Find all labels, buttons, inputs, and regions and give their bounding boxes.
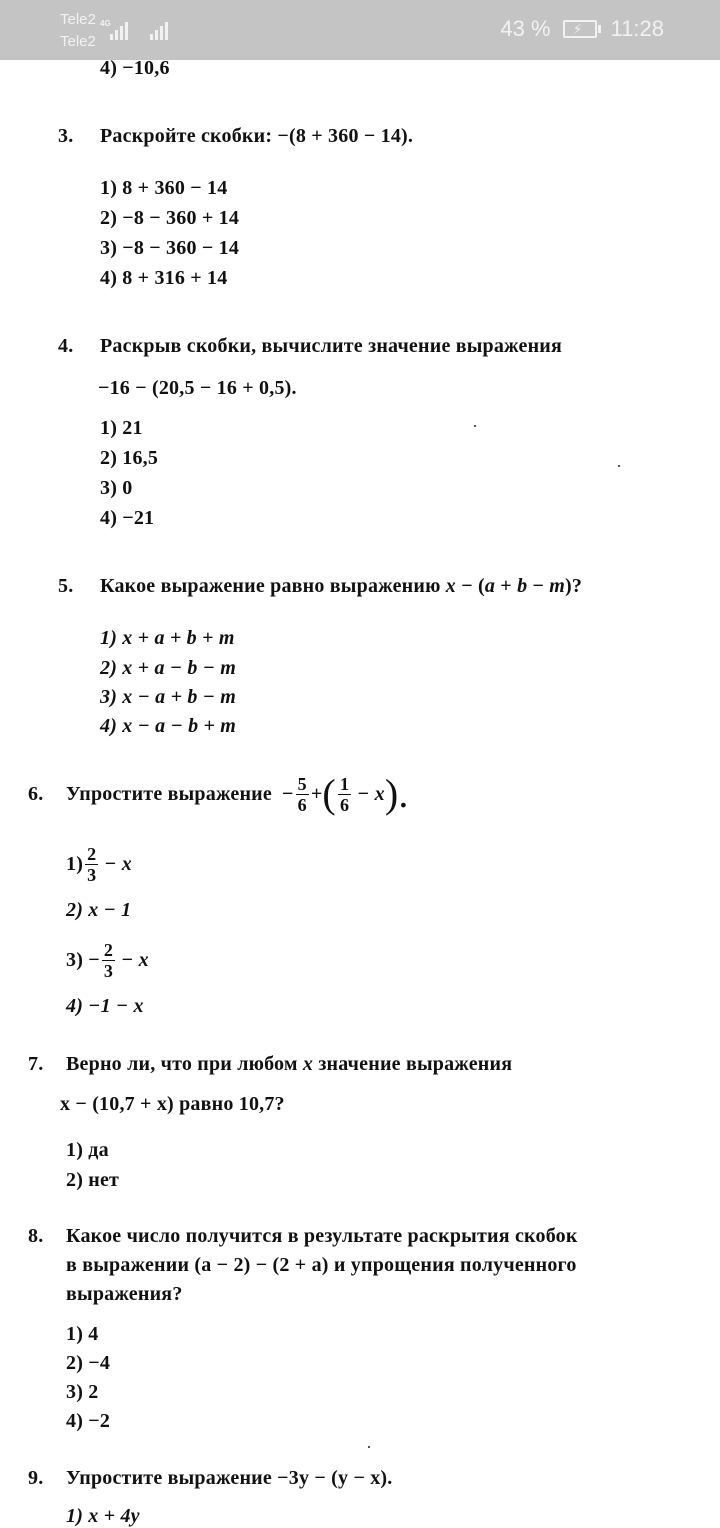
battery-percent: 43 %	[500, 16, 551, 41]
fraction	[85, 844, 98, 885]
scan-speck	[474, 425, 476, 427]
answer-option: 3) x − a + b − m	[100, 686, 237, 708]
expr-part: +	[495, 575, 518, 597]
question-expression: x − (10,7 + x) равно 10,7?	[60, 1093, 285, 1115]
status-right	[500, 16, 664, 42]
fraction-denominator: 6	[339, 794, 350, 815]
answer-option: 3) 2	[66, 1381, 99, 1403]
question-text: Раскрыв скобки, вычислите значение выражения	[100, 335, 563, 357]
expr-part: − x	[121, 949, 149, 971]
network-type: 4G	[100, 19, 111, 28]
expr-part: − (	[456, 575, 485, 597]
signal-icon	[150, 20, 174, 40]
question-number: 3.	[58, 125, 74, 147]
expr-part: − x	[357, 783, 385, 805]
answer-option: 2) −4	[66, 1352, 111, 1374]
battery-icon: ⚡	[563, 20, 597, 38]
answer-option: 3) −8 − 360 − 14	[100, 237, 240, 259]
question-text-main: значение выражения	[318, 1053, 513, 1075]
question-number: 9.	[28, 1467, 44, 1489]
signal-icon	[110, 20, 134, 40]
clock: 11:28	[610, 16, 664, 41]
question-number: 7.	[28, 1053, 44, 1075]
minus-sign: −	[282, 783, 294, 805]
fraction-numerator: 1	[339, 773, 350, 794]
var-a: a	[484, 575, 496, 597]
carrier-label: Tele2	[60, 33, 96, 50]
plus-sign: +	[310, 783, 323, 805]
fraction	[338, 774, 351, 815]
answer-option: 2) x − 1	[66, 899, 132, 921]
var-x: x	[445, 575, 456, 597]
fraction-denominator: 3	[103, 960, 114, 981]
answer-option: 2) x + a − b − m	[100, 657, 237, 679]
answer-option: 3) 0	[100, 477, 133, 499]
question-text	[100, 574, 582, 598]
fraction-numerator: 2	[103, 939, 114, 960]
expr-part: − x	[104, 853, 132, 875]
fraction-denominator: 3	[87, 864, 97, 885]
question-text: Раскройте скобки: −(8 + 360 − 14).	[100, 125, 414, 147]
question-text: Упростите выражение −3y − (y − x).	[66, 1467, 393, 1489]
answer-option: 1) x + 4y	[66, 1505, 140, 1527]
var-x: x	[302, 1053, 314, 1075]
right-paren: ).	[384, 771, 409, 816]
expr-part: )?	[565, 575, 583, 597]
question-number: 6.	[28, 783, 44, 805]
question-text: выражения?	[66, 1283, 183, 1305]
answer-option: 2) −8 − 360 + 14	[100, 207, 240, 229]
option-fragment: 4) −10,6	[100, 57, 170, 79]
question-text	[66, 1052, 512, 1076]
question-text-main: Какое выражение равно выражению	[100, 575, 441, 597]
answer-option	[66, 840, 132, 888]
option-label: 1)	[66, 853, 84, 875]
answer-option: 2) 16,5	[100, 447, 159, 469]
answer-option	[66, 936, 149, 984]
var-b: b	[517, 575, 528, 597]
question-number: 8.	[28, 1225, 44, 1247]
question-text-main: Упростите выражение	[66, 783, 272, 805]
answer-option: 1) 4	[66, 1323, 99, 1345]
question-number: 4.	[58, 335, 74, 357]
answer-option: 2) нет	[66, 1169, 120, 1191]
expr-part: −	[527, 575, 550, 597]
question-text: в выражении (a − 2) − (2 + a) и упрощения полученного	[66, 1254, 577, 1276]
option-label: 3) −	[66, 949, 100, 971]
answer-option: 4) 8 + 316 + 14	[100, 267, 228, 289]
answer-option: 4) x − a − b + m	[100, 715, 237, 737]
answer-option: 1) 8 + 360 − 14	[100, 177, 228, 199]
answer-option: 1) да	[66, 1139, 109, 1161]
fraction-numerator: 2	[87, 843, 97, 864]
question-text	[66, 770, 409, 818]
answer-option: 1) 21	[100, 417, 143, 439]
fraction	[102, 940, 115, 981]
left-paren: (	[322, 771, 336, 816]
question-text: Какое число получится в результате раскрытия скобок	[66, 1225, 578, 1247]
carrier-label: Tele2	[60, 11, 96, 28]
question-text-main: Верно ли, что при любом	[66, 1053, 298, 1075]
fraction-denominator: 6	[297, 794, 307, 815]
scan-speck	[368, 1446, 370, 1448]
fraction	[296, 774, 309, 815]
var-m: m	[549, 575, 566, 597]
fraction-numerator: 5	[297, 773, 307, 794]
status-bar	[0, 0, 720, 60]
answer-option: 4) −2	[66, 1410, 111, 1432]
question-expression: −16 − (20,5 − 16 + 0,5).	[98, 377, 297, 399]
scan-speck	[618, 465, 620, 467]
answer-option: 1) x + a + b + m	[100, 627, 235, 649]
answer-option: 4) −21	[100, 507, 155, 529]
question-number: 5.	[58, 575, 74, 597]
answer-option: 4) −1 − x	[66, 995, 144, 1017]
